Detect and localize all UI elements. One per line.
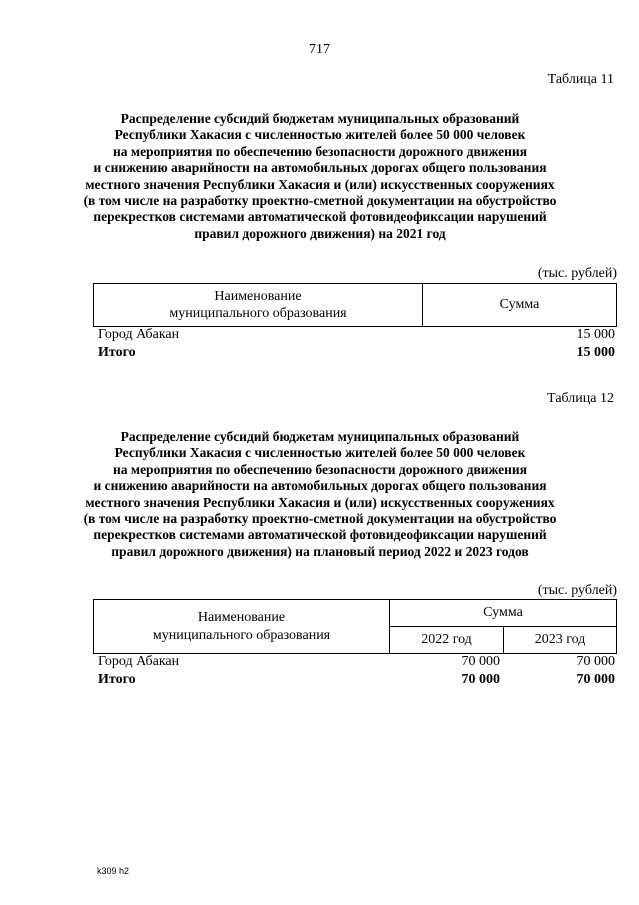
table-11-label: Таблица 11	[547, 72, 614, 87]
page-number: 717	[309, 42, 330, 57]
table-row-total	[98, 345, 615, 362]
column-header-name-line2: муниципального образования	[152, 627, 331, 643]
table-11-title	[60, 111, 580, 242]
table-12-title	[60, 429, 580, 560]
title-line: и снижению аварийности на автомобильных дорогах общего пользования	[93, 160, 547, 176]
column-header-2023: 2023 год	[504, 627, 617, 654]
column-header-name	[94, 284, 423, 327]
row-sum: 15 000	[576, 327, 615, 342]
column-header-name	[94, 600, 390, 654]
title-line: Республики Хакасия с численностью жителей более 50 000 человек	[114, 127, 526, 143]
title-line: и снижению аварийности на автомобильных дорогах общего пользования	[93, 478, 547, 494]
row-name: Город Абакан	[98, 654, 180, 669]
row-2022: 70 000	[461, 672, 500, 687]
column-header-sum: Сумма	[423, 284, 617, 327]
row-name: Итого	[98, 345, 136, 360]
title-line: на мероприятия по обеспечению безопасности дорожного движения	[112, 143, 528, 159]
row-2022: 70 000	[461, 654, 500, 669]
row-sum: 15 000	[576, 345, 615, 360]
row-name: Город Абакан	[98, 327, 180, 342]
title-line: (в том числе на разработку проектно-сметной документации на обустройство	[83, 511, 557, 527]
table-row-total	[98, 672, 615, 689]
table-12-units: (тыс. рублей)	[537, 583, 617, 598]
table-12-label: Таблица 12	[547, 391, 614, 406]
column-header-2022: 2022 год	[390, 627, 504, 654]
title-line: перекрестков системами автоматической фотовидеофиксации нарушений	[93, 209, 547, 225]
title-line: (в том числе на разработку проектно-сметной документации на обустройство	[83, 193, 557, 209]
title-line: Распределение субсидий бюджетам муниципальных образований	[120, 111, 520, 126]
title-line: правил дорожного движения) на 2021 год	[194, 225, 446, 241]
title-line: Республики Хакасия с численностью жителей более 50 000 человек	[114, 445, 526, 461]
column-header-name-line1: Наименование	[214, 289, 302, 304]
table-row	[98, 327, 615, 344]
table-12-header	[93, 599, 617, 654]
title-line: правил дорожного движения) на плановый период 2022 и 2023 годов	[111, 543, 529, 559]
document-code: k309 h2	[97, 866, 130, 876]
title-line: местного значения Республики Хакасия и (или) искусственных сооружениях	[85, 176, 555, 192]
column-header-name-line2: муниципального образования	[169, 306, 347, 321]
title-line: перекрестков системами автоматической фотовидеофиксации нарушений	[93, 527, 547, 543]
row-2023: 70 000	[576, 654, 615, 669]
title-line: на мероприятия по обеспечению безопасности дорожного движения	[112, 461, 528, 477]
column-header-name-line1: Наименование	[197, 609, 286, 625]
row-name: Итого	[98, 672, 136, 687]
title-line: местного значения Республики Хакасия и (или) искусственных сооружениях	[85, 494, 555, 510]
table-11-units: (тыс. рублей)	[537, 266, 617, 281]
row-2023: 70 000	[576, 672, 615, 687]
title-line: Распределение субсидий бюджетам муниципальных образований	[120, 429, 520, 444]
table-row	[98, 654, 615, 671]
table-11-header	[93, 283, 617, 327]
column-header-sum: Сумма	[390, 600, 617, 627]
